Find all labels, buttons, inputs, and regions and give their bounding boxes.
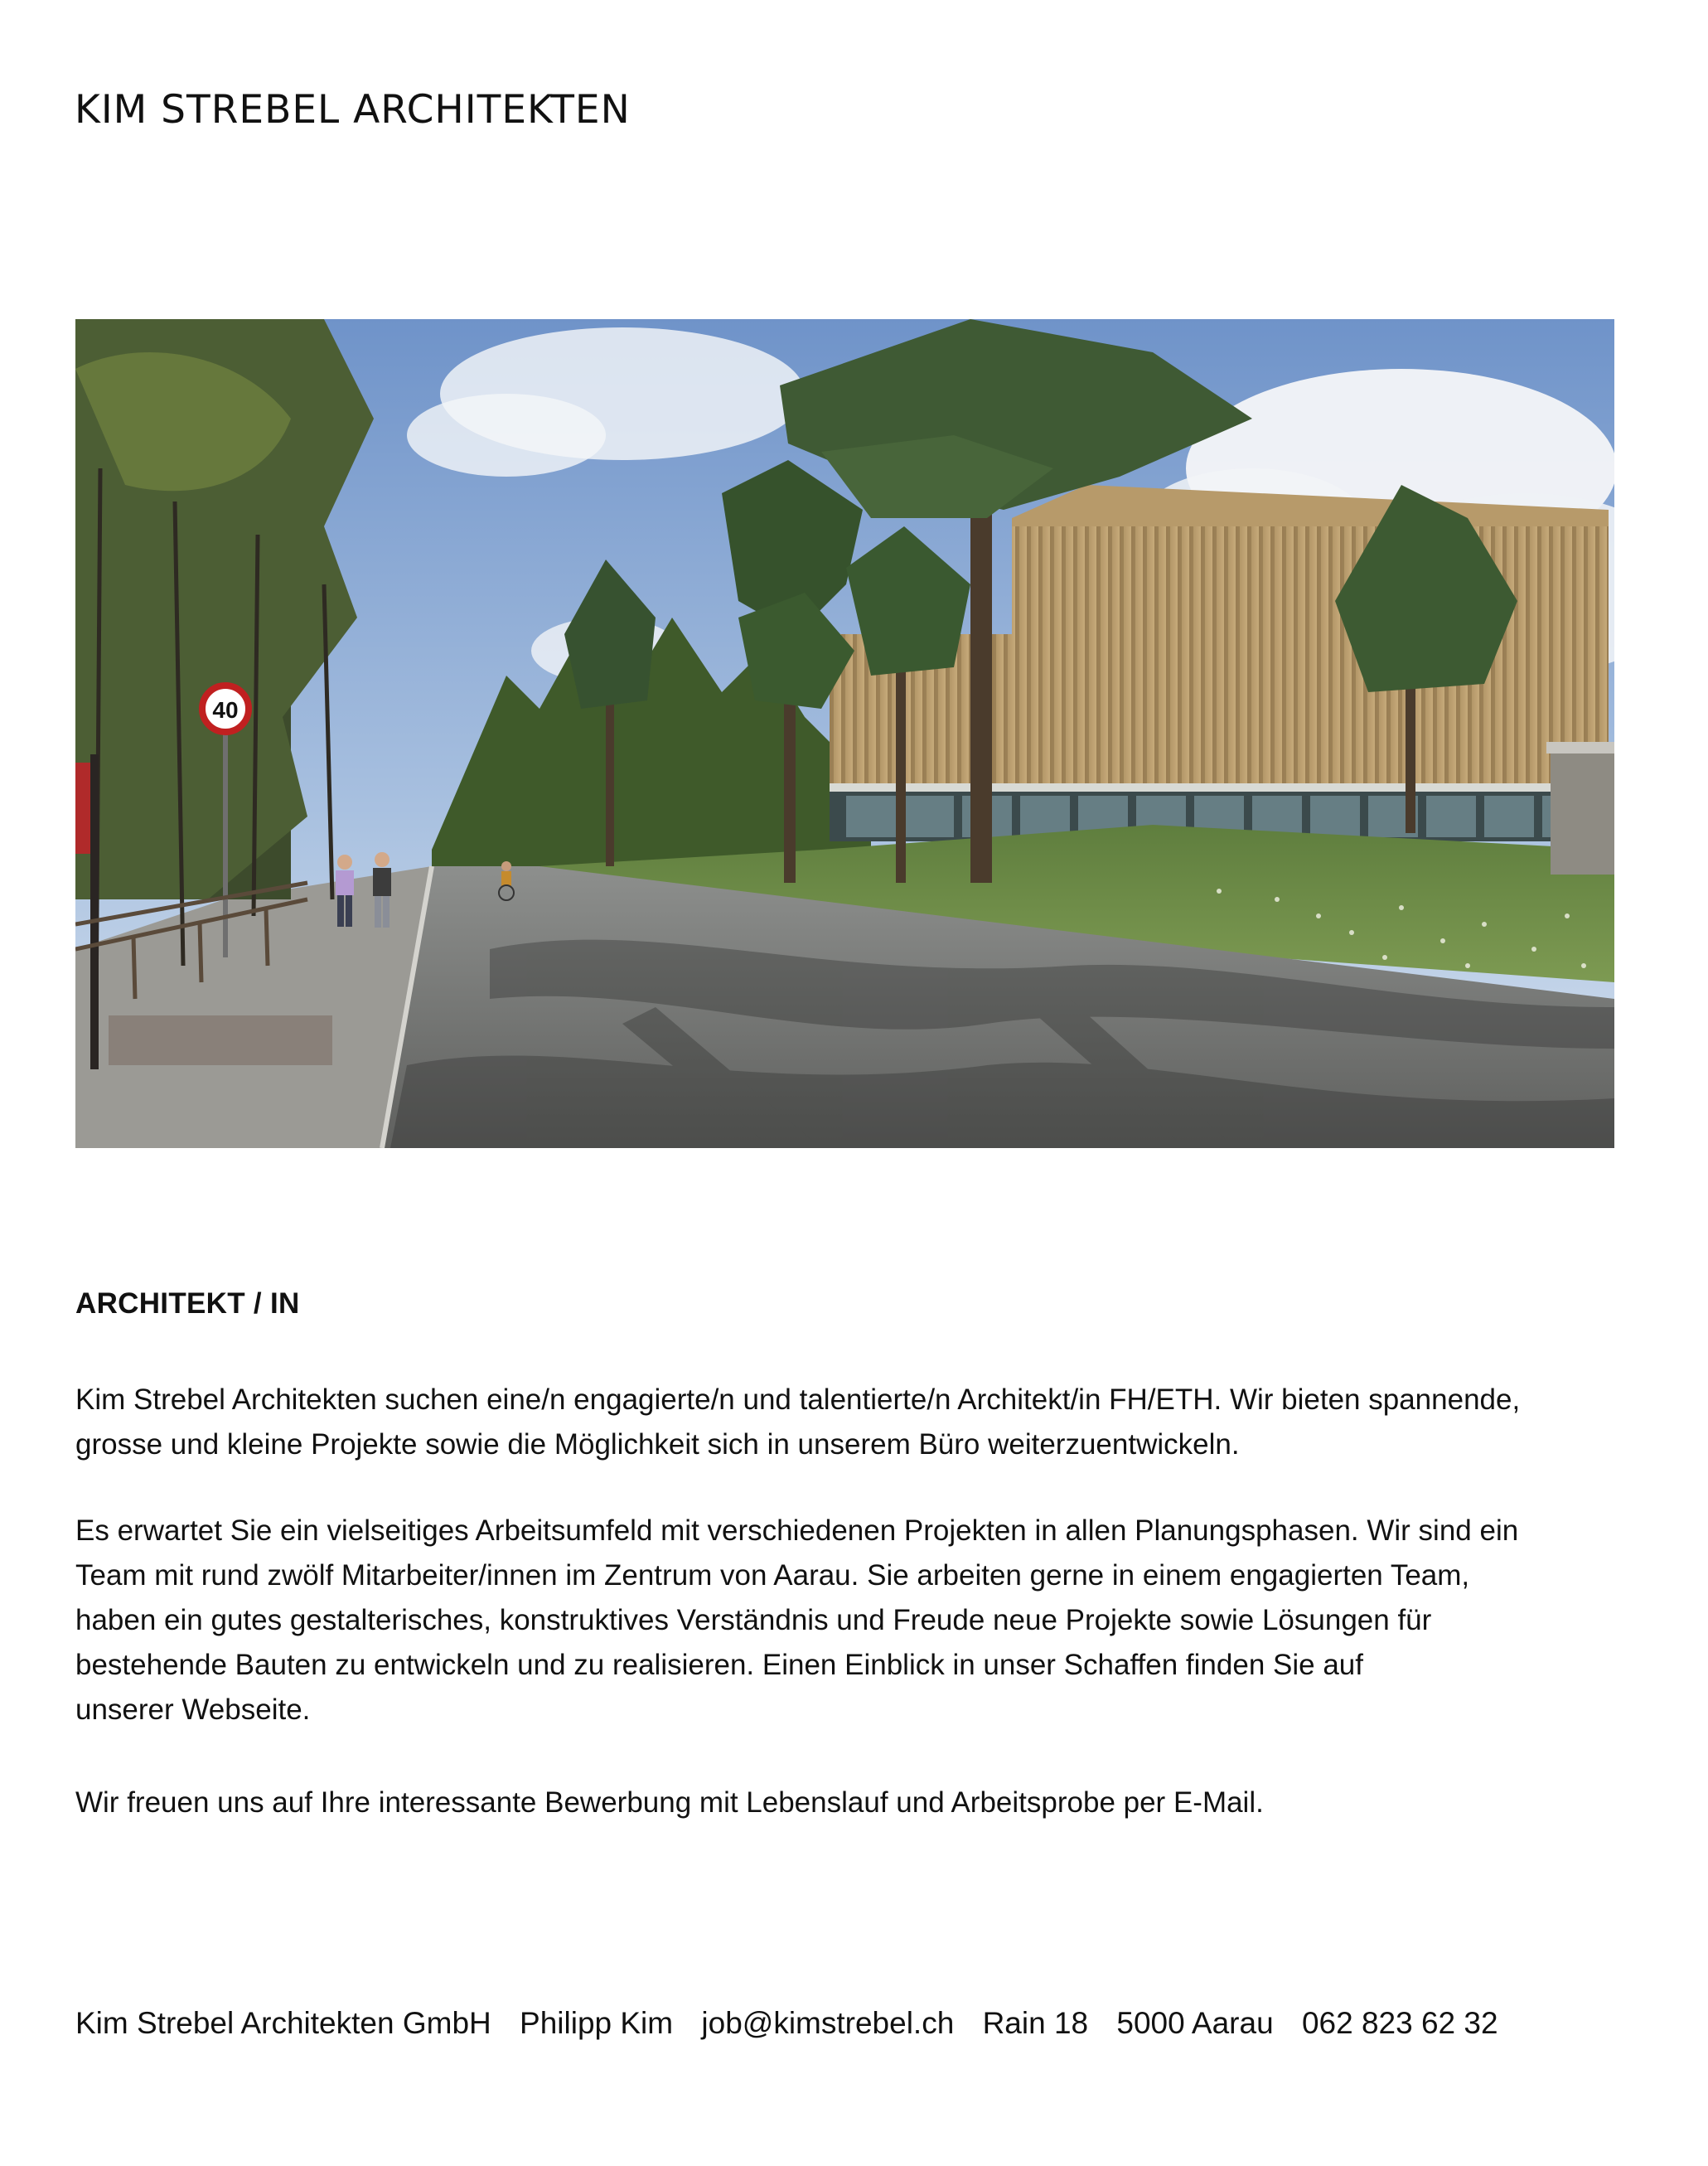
footer-city: 5000 Aarau [1116,2006,1274,2040]
footer-contact-person: Philipp Kim [520,2006,674,2040]
footer-email-link[interactable]: job@kimstrebel.ch [701,2006,955,2040]
contact-footer [75,2006,1518,2041]
description-paragraph [75,1509,1633,1732]
intro-line: grosse und kleine Projekte sowie die Möglichkeit sich in unserem Büro weiterzuentwickeln. [75,1428,1240,1461]
footer-company: Kim Strebel Architekten GmbH [75,2006,491,2040]
description-line: Team mit rund zwölf Mitarbeiter/innen im Zentrum von Aarau. Sie arbeiten gerne in einem engagierten Team, [75,1559,1470,1592]
description-line: haben ein gutes gestalterisches, konstruktives Verständnis und Freude neue Projekte sowie Lösungen für [75,1604,1432,1636]
intro-line: Kim Strebel Architekten suchen eine/n engagierte/n und talentierte/n Architekt/in FH/ETH. Wir bieten spannende, [75,1383,1521,1416]
speed-limit-sign-text: 40 [212,697,239,723]
closing-paragraph [75,1781,1633,1825]
footer-street: Rain 18 [982,2006,1089,2040]
brand-logo-text: KIM STREBEL ARCHITEKTEN [75,87,631,133]
description-line: unserer Webseite. [75,1694,311,1726]
intro-paragraph [75,1378,1633,1467]
description-line: Es erwartet Sie ein vielseitiges Arbeitsumfeld mit verschiedenen Projekten in allen Planungsphasen. Wir sind ein [75,1514,1519,1547]
job-title: ARCHITEKT / IN [75,1287,300,1320]
closing-line: Wir freuen uns auf Ihre interessante Bewerbung mit Lebenslauf und Arbeitsprobe per E-Mail. [75,1786,1264,1819]
footer-phone: 062 823 62 32 [1301,2006,1498,2040]
description-line: bestehende Bauten zu entwickeln und zu realisieren. Einen Einblick in unser Schaffen finden Sie auf [75,1649,1363,1681]
hero-rendering-image [75,319,1614,1148]
